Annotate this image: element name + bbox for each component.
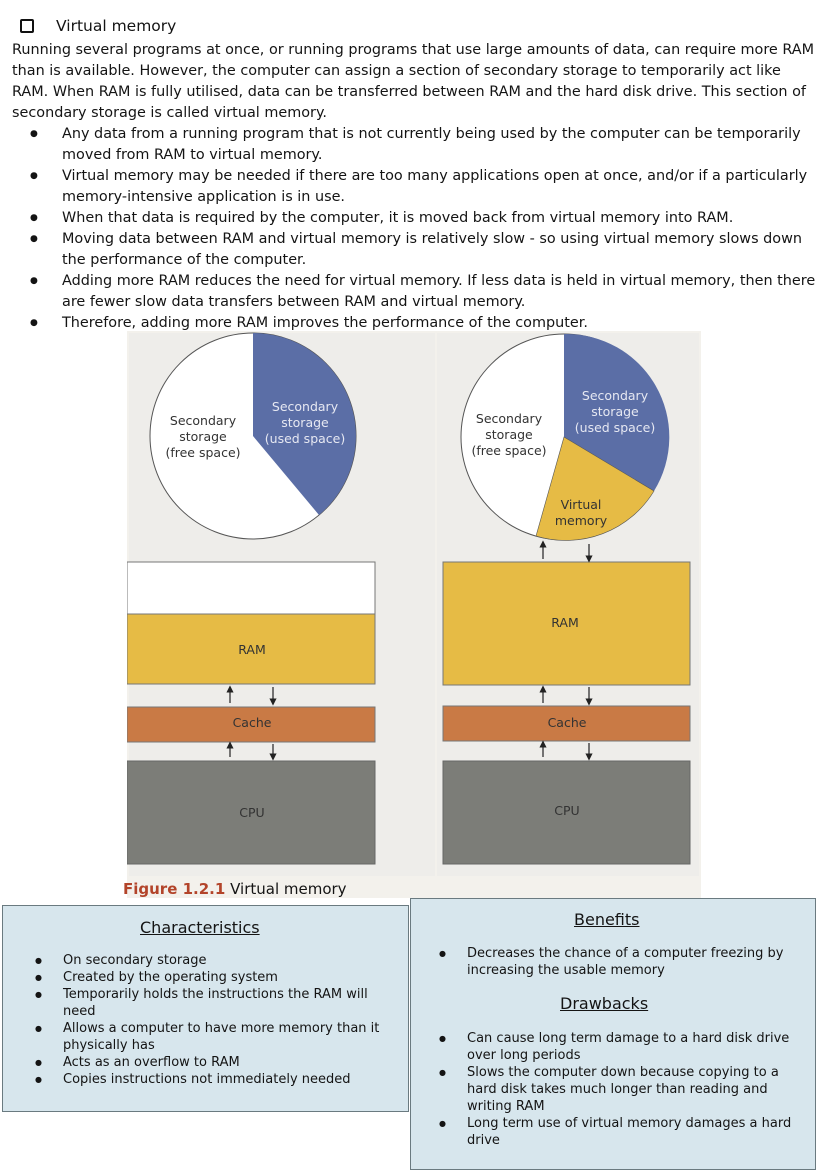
virtual-memory-figure: [127, 331, 701, 898]
bullet-item: ● Virtual memory may be needed if there are too many applications open at once, and/or if a particularly memory-intensive application is in use.: [12, 166, 820, 208]
left-cache-label: Cache: [232, 715, 272, 730]
left-free-space-label: Secondary storage (free space): [165, 413, 241, 460]
section-heading: [20, 17, 176, 35]
right-ram-label: RAM: [551, 615, 579, 630]
bullet-item: ● Any data from a running program that is not currently being used by the computer can be temporarily moved from RAM to virtual memory.: [12, 124, 820, 166]
list-item: ● Created by the operating system: [27, 969, 397, 986]
bullet-item: ● Moving data between RAM and virtual memory is relatively slow - so using virtual memory slows down the performance of the computer.: [12, 229, 820, 271]
list-item: ● Allows a computer to have more memory than it physically has: [27, 1020, 397, 1054]
list-item: ● Acts as an overflow to RAM: [27, 1054, 397, 1071]
left-used-space-label: Secondary storage (used space): [264, 399, 346, 446]
list-item: ● Slows the computer down because copying to a hard disk takes much longer than reading and writing RAM: [431, 1064, 809, 1115]
left-cpu-label: CPU: [239, 805, 265, 820]
heading-text: Virtual memory: [56, 17, 177, 35]
right-cache-label: Cache: [547, 715, 587, 730]
virtual-memory-label: Virtual memory: [554, 497, 608, 528]
caption-text: Virtual memory: [230, 880, 347, 898]
characteristics-list: [27, 952, 397, 1088]
benefits-list: [431, 945, 809, 979]
list-item: ● On secondary storage: [27, 952, 397, 969]
bullet-item: ● When that data is required by the computer, it is moved back from virtual memory into RAM.: [12, 208, 820, 229]
caption-number: Figure 1.2.1: [123, 880, 226, 898]
benefits-drawbacks-box: [410, 898, 816, 1170]
list-item: ● Copies instructions not immediately needed: [27, 1071, 397, 1088]
left-ram-label: RAM: [238, 642, 266, 657]
list-item: ● Temporarily holds the instructions the RAM will need: [27, 986, 397, 1020]
right-cpu-label: CPU: [554, 803, 580, 818]
characteristics-title: Characteristics: [140, 918, 260, 937]
checkbox-icon: [20, 19, 34, 33]
drawbacks-list: [431, 1030, 809, 1149]
benefits-title: Benefits: [574, 910, 640, 929]
list-item: ● Decreases the chance of a computer freezing by increasing the usable memory: [431, 945, 809, 979]
intro-paragraph: Running several programs at once, or running programs that use large amounts of data, can require more RAM than is available. However, the computer can assign a section of secondary storage to temporarily act like RAM. When RAM is fully utilised, data can be transferred between RAM and the hard disk drive. This section of secondary storage is called virtual memory.: [12, 42, 815, 121]
figure-caption: [123, 880, 347, 898]
bullet-item: ● Therefore, adding more RAM improves the performance of the computer.: [12, 313, 820, 334]
characteristics-box: [2, 905, 409, 1112]
right-free-space-label: Secondary storage (free space): [471, 411, 547, 458]
bullet-list: [12, 124, 820, 334]
left-ram-empty: [127, 562, 375, 614]
bullet-item: ● Adding more RAM reduces the need for virtual memory. If less data is held in virtual memory, then there are fewer slow data transfers between RAM and virtual memory.: [12, 271, 820, 313]
list-item: ● Can cause long term damage to a hard disk drive over long periods: [431, 1030, 809, 1064]
list-item: ● Long term use of virtual memory damages a hard drive: [431, 1115, 809, 1149]
right-used-space-label: Secondary storage (used space): [574, 388, 656, 435]
drawbacks-title: Drawbacks: [560, 994, 649, 1013]
